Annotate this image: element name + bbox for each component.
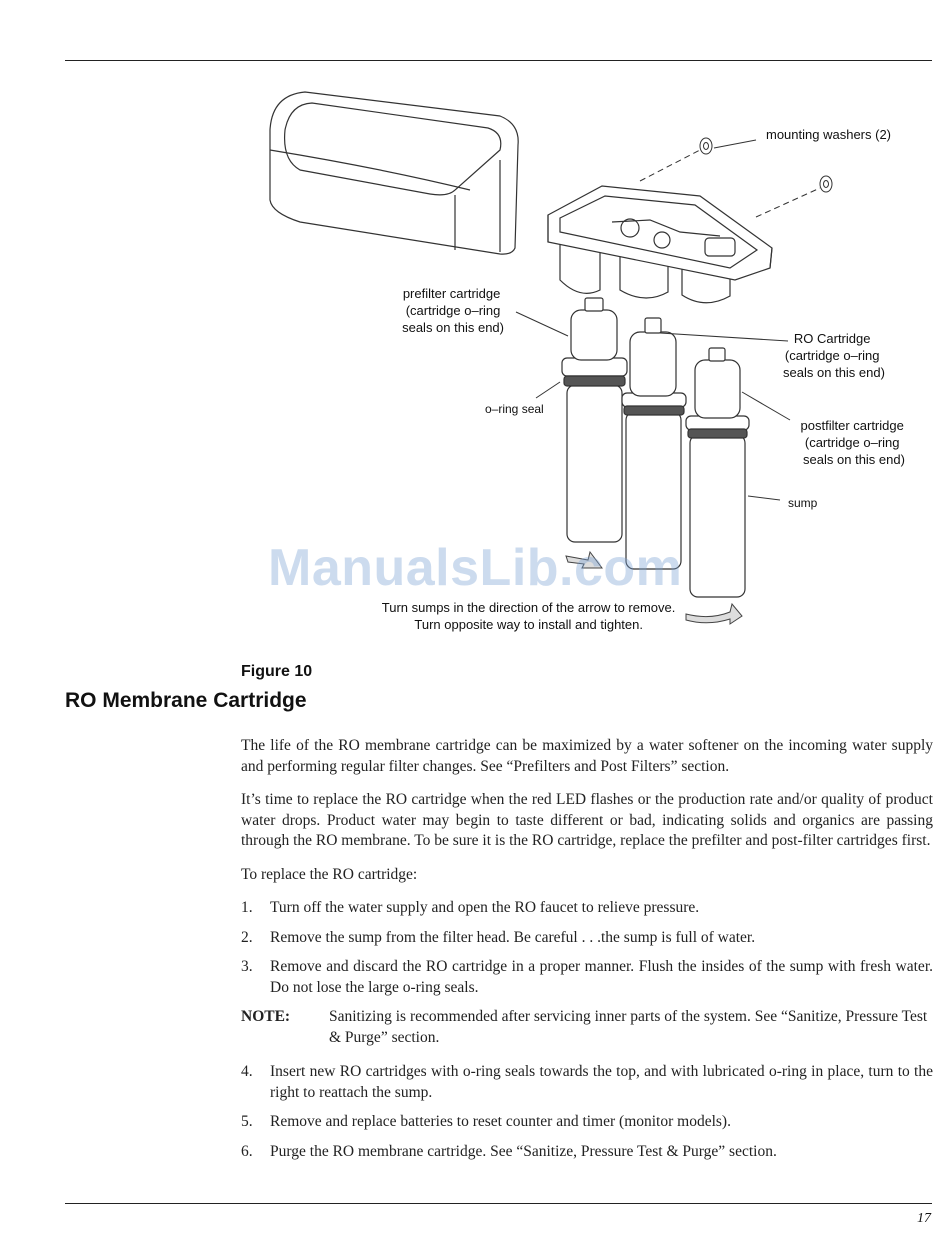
bottom-rule — [65, 1203, 932, 1204]
page-number: 17 — [917, 1211, 931, 1226]
note — [241, 1007, 933, 1048]
watermark: ManualsLib.com — [268, 539, 683, 597]
note-text: Sanitizing is recommended after servicing inner parts of the system. See “Sanitize, Pressure Test & Purge” section. — [329, 1008, 928, 1046]
figure-caption: Figure 10 — [241, 663, 313, 680]
section-body — [241, 736, 933, 1171]
top-rule — [65, 60, 932, 61]
list-item: 3. Remove and discard the RO cartridge in a proper manner. Flush the insides of the sump with fresh water. Do not lose the large o-ring seals. — [241, 958, 933, 996]
prefilter-cartridge-illustration — [562, 298, 627, 542]
mounting-washers-illustration — [700, 138, 832, 192]
list-item: 4. Insert new RO cartridges with o-ring seals towards the top, and with lubricated o-ring in place, turn to the right to reattach the sump. — [241, 1063, 933, 1101]
manifold-head-illustration — [548, 186, 772, 303]
list-item: 5. Remove and replace batteries to reset counter and timer (monitor models). — [241, 1113, 731, 1130]
list-item: 1. Turn off the water supply and open the RO faucet to relieve pressure. — [241, 899, 700, 916]
paragraph: To replace the RO cartridge: — [241, 865, 418, 883]
paragraph: The life of the RO membrane cartridge can be maximized by a water softener on the incoming water supply and performing regular filter changes. See “Prefilters and Post Filters” section. — [241, 737, 933, 775]
section-title: RO Membrane Cartridge — [65, 689, 307, 712]
oring-seal-label: o–ring seal — [485, 402, 544, 416]
cover-illustration — [270, 92, 518, 254]
ro-cartridge-label: RO Cartridge (cartridge o–ring seals on this end) — [783, 331, 885, 380]
prefilter-label: prefilter cartridge (cartridge o–ring seals on this end) — [402, 286, 504, 335]
mounting-washers-label: mounting washers (2) — [766, 127, 891, 142]
steps-list-continued — [241, 1062, 933, 1162]
ro-cartridge-illustration — [622, 318, 686, 569]
turn-instructions: Turn sumps in the direction of the arrow to remove. Turn opposite way to install and tighten. — [381, 600, 676, 632]
postfilter-cartridge-illustration — [686, 348, 749, 597]
paragraph: It’s time to replace the RO cartridge when the red LED flashes or the production rate and/or quality of product water drops. Product water may begin to taste different or bad, indicating solids and organics are passing through the RO membrane. To be sure it is the RO cartridge, replace the prefilter and post-filter cartridges first. — [241, 791, 933, 849]
list-item: 6. Purge the RO membrane cartridge. See “Sanitize, Pressure Test & Purge” section. — [241, 1142, 777, 1160]
list-item: 2. Remove the sump from the filter head. Be careful . . .the sump is full of water. — [241, 928, 756, 946]
sump-label: sump — [788, 496, 818, 510]
steps-list — [241, 898, 933, 998]
note-label: NOTE: — [241, 1008, 291, 1025]
postfilter-label: postfilter cartridge (cartridge o–ring seals on this end) — [800, 418, 905, 467]
